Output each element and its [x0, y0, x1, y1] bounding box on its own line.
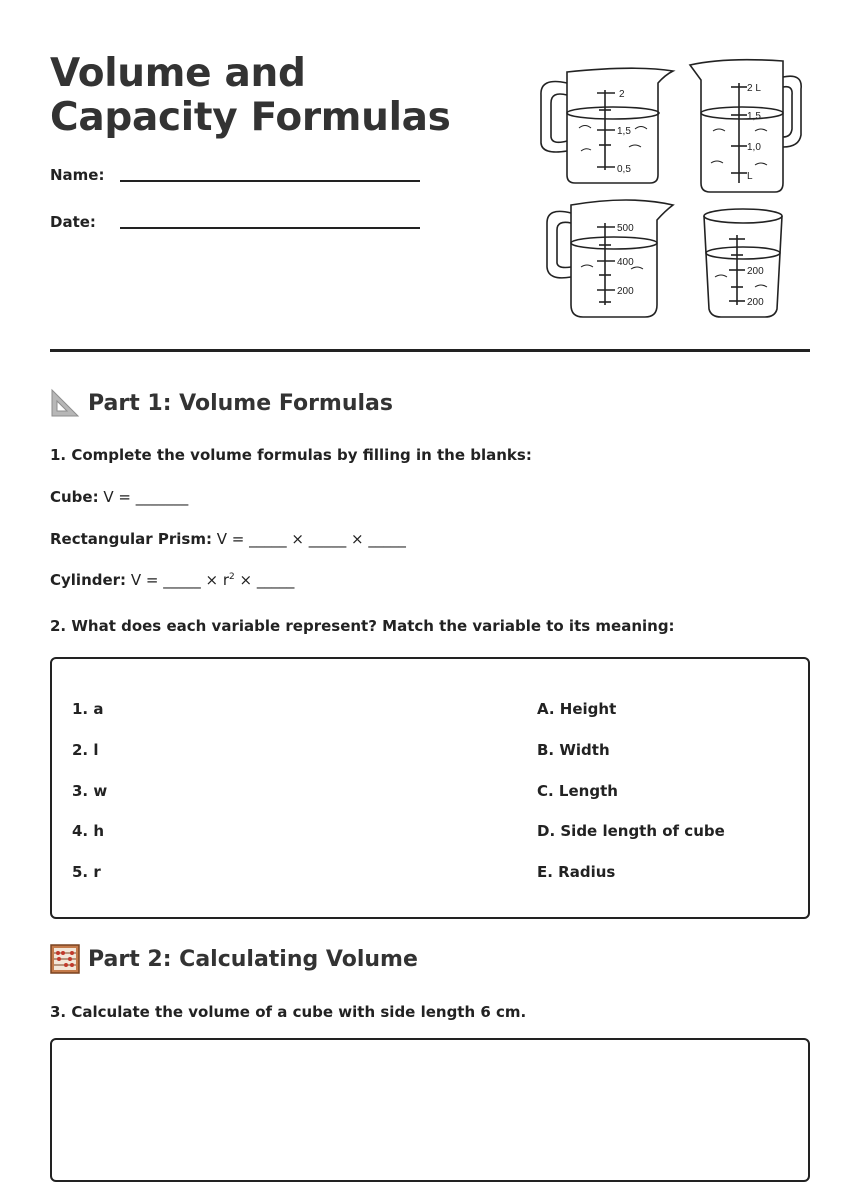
match-meaning: C. Length — [537, 782, 618, 800]
answer-box[interactable] — [50, 1038, 810, 1182]
match-variable: 3. w — [72, 782, 108, 800]
match-meaning: D. Side length of cube — [537, 822, 725, 840]
jug3-tick-label: 400 — [617, 257, 634, 268]
matching-box — [50, 657, 810, 919]
prism-formula-text: V = _____ × _____ × _____ — [216, 530, 406, 548]
part2-heading — [50, 944, 418, 974]
prism-label: Rectangular Prism: — [50, 530, 212, 548]
part1-title: Part 1: Volume Formulas — [88, 390, 393, 416]
date-label: Date: — [50, 213, 96, 231]
match-variable: 4. h — [72, 822, 105, 840]
match-meaning: B. Width — [537, 741, 610, 759]
set-square-icon — [50, 388, 80, 418]
name-label: Name: — [50, 166, 105, 184]
question-2: 2. What does each variable represent? Match the variable to its meaning: — [50, 617, 675, 635]
jug4-tick-label: 200 — [747, 266, 764, 277]
cube-label: Cube: — [50, 488, 99, 506]
date-field — [50, 213, 96, 231]
question-3: 3. Calculate the volume of a cube with side length 6 cm. — [50, 1003, 527, 1021]
part2-title: Part 2: Calculating Volume — [88, 946, 418, 972]
jug4-tick-label: 200 — [747, 297, 764, 308]
cylinder-formula-text-b: × _____ — [234, 571, 295, 589]
jug3-tick-label: 500 — [617, 223, 634, 234]
squared-exponent: 2 — [228, 572, 235, 582]
name-blank-line[interactable] — [120, 180, 420, 182]
match-variable: 5. r — [72, 863, 101, 881]
measuring-jug-icon — [547, 200, 673, 317]
jug3-tick-label: 200 — [617, 286, 634, 297]
jug2-tick-label: 2 L — [747, 83, 761, 94]
measuring-jug-icon — [690, 60, 801, 192]
header-divider — [50, 349, 810, 352]
question-1: 1. Complete the volume formulas by filling in the blanks: — [50, 446, 532, 464]
match-variable: 1. a — [72, 700, 104, 718]
jug1-tick-label: 0,5 — [617, 164, 631, 175]
jug2-tick-label: 1,0 — [747, 142, 761, 153]
measuring-jug-icon — [541, 68, 673, 183]
name-field — [50, 166, 104, 184]
jug1-tick-label: 1,5 — [617, 126, 631, 137]
jug2-tick-label: 1,5 — [747, 111, 761, 122]
measuring-jugs-illustration — [535, 55, 810, 325]
page-title: Volume and Capacity Formulas — [50, 51, 451, 140]
cube-formula-text: V = _______ — [103, 488, 189, 506]
jug1-tick-label: 2 — [619, 89, 625, 100]
measuring-jug-icon — [704, 209, 782, 317]
part1-heading — [50, 388, 393, 418]
cylinder-formula — [50, 571, 294, 589]
cylinder-formula-text-a: V = _____ × r — [130, 571, 229, 589]
jug2-tick-label: L — [747, 171, 753, 182]
cylinder-label: Cylinder: — [50, 571, 127, 589]
cube-formula — [50, 488, 188, 506]
match-variable: 2. l — [72, 741, 99, 759]
date-blank-line[interactable] — [120, 227, 420, 229]
match-meaning: A. Height — [537, 700, 617, 718]
match-meaning: E. Radius — [537, 863, 616, 881]
prism-formula — [50, 530, 406, 548]
abacus-icon — [50, 944, 80, 974]
